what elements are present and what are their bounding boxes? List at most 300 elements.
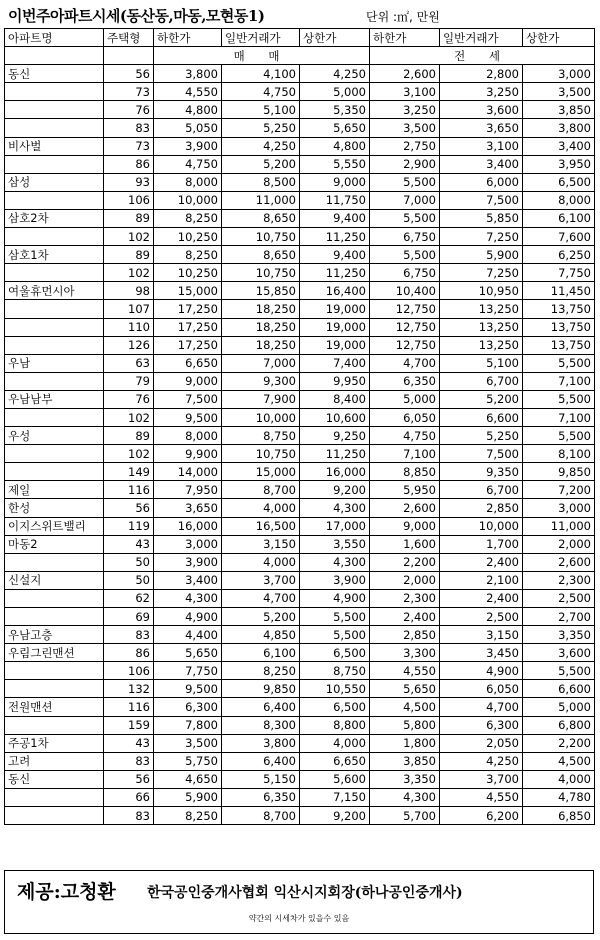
sale-high-cell: 6,500 — [300, 644, 370, 662]
jeonse-low-cell: 3,100 — [370, 83, 440, 101]
table-row — [5, 698, 595, 716]
table-row — [5, 770, 595, 788]
house-size-cell: 73 — [104, 137, 154, 155]
jeonse-low-cell: 2,850 — [370, 626, 440, 644]
sale-low-cell: 4,900 — [154, 608, 222, 626]
apt-name-cell — [5, 788, 104, 806]
sale-normal-cell: 16,500 — [222, 517, 300, 535]
apt-name-cell — [5, 463, 104, 481]
sale-high-cell: 19,000 — [300, 318, 370, 336]
apt-name-cell: 주공1차 — [5, 734, 104, 752]
table-row — [5, 716, 595, 734]
sale-high-cell: 9,400 — [300, 246, 370, 264]
sale-high-cell: 8,400 — [300, 390, 370, 408]
table-row — [5, 553, 595, 571]
jeonse-normal-cell: 2,400 — [440, 553, 523, 571]
sale-normal-cell: 4,850 — [222, 626, 300, 644]
sale-low-cell: 5,650 — [154, 644, 222, 662]
jeonse-high-cell: 3,400 — [523, 137, 595, 155]
sale-normal-cell: 4,000 — [222, 499, 300, 517]
sale-low-cell: 8,250 — [154, 246, 222, 264]
jeonse-normal-cell: 4,700 — [440, 698, 523, 716]
jeonse-low-cell: 5,800 — [370, 716, 440, 734]
jeonse-low-cell: 6,750 — [370, 228, 440, 246]
apt-name-cell — [5, 680, 104, 698]
sale-low-cell: 5,900 — [154, 788, 222, 806]
apt-name-cell — [5, 662, 104, 680]
sale-normal-cell: 4,000 — [222, 553, 300, 571]
apt-name-cell — [5, 336, 104, 354]
jeonse-normal-cell: 1,700 — [440, 535, 523, 553]
table-row — [5, 119, 595, 137]
jeonse-low-cell: 2,300 — [370, 589, 440, 607]
apt-name-cell — [5, 372, 104, 390]
sale-low-cell: 7,750 — [154, 662, 222, 680]
sale-low-cell: 4,650 — [154, 770, 222, 788]
section-row — [5, 47, 595, 65]
jeonse-normal-cell: 5,200 — [440, 390, 523, 408]
jeonse-low-cell: 2,000 — [370, 571, 440, 589]
sale-high-cell: 11,750 — [300, 191, 370, 209]
sale-high-cell: 11,250 — [300, 228, 370, 246]
apt-name-cell — [5, 445, 104, 463]
jeonse-normal-cell: 2,050 — [440, 734, 523, 752]
house-size-cell: 106 — [104, 662, 154, 680]
sale-low-cell: 3,400 — [154, 571, 222, 589]
sale-high-cell: 10,550 — [300, 680, 370, 698]
jeonse-low-cell: 4,500 — [370, 698, 440, 716]
sale-normal-cell: 8,750 — [222, 427, 300, 445]
jeonse-low-cell: 2,200 — [370, 553, 440, 571]
jeonse-high-cell: 9,850 — [523, 463, 595, 481]
house-size-cell: 106 — [104, 191, 154, 209]
jeonse-normal-cell: 5,100 — [440, 354, 523, 372]
sale-low-cell: 10,250 — [154, 264, 222, 282]
jeonse-normal-cell: 6,200 — [440, 807, 523, 825]
table-row — [5, 608, 595, 626]
sale-low-cell: 3,800 — [154, 65, 222, 83]
jeonse-low-cell: 2,600 — [370, 65, 440, 83]
house-size-cell: 86 — [104, 155, 154, 173]
jeonse-low-cell: 7,100 — [370, 445, 440, 463]
house-size-cell: 76 — [104, 390, 154, 408]
jeonse-normal-cell: 13,250 — [440, 318, 523, 336]
sale-high-cell: 9,250 — [300, 427, 370, 445]
house-size-cell: 83 — [104, 752, 154, 770]
sale-high-cell: 5,350 — [300, 101, 370, 119]
jeonse-normal-cell: 3,650 — [440, 119, 523, 137]
sale-normal-cell: 3,700 — [222, 571, 300, 589]
sale-normal-cell: 5,200 — [222, 155, 300, 173]
jeonse-normal-cell: 6,300 — [440, 716, 523, 734]
house-size-cell: 126 — [104, 336, 154, 354]
sale-normal-cell: 9,300 — [222, 372, 300, 390]
sale-low-cell: 5,050 — [154, 119, 222, 137]
jeonse-normal-cell: 6,700 — [440, 481, 523, 499]
sale-high-cell: 9,950 — [300, 372, 370, 390]
jeonse-low-cell: 7,000 — [370, 191, 440, 209]
house-size-cell: 63 — [104, 354, 154, 372]
sale-high-cell: 5,650 — [300, 119, 370, 137]
jeonse-high-cell: 13,750 — [523, 336, 595, 354]
sale-low-cell: 10,000 — [154, 191, 222, 209]
apt-name-cell — [5, 191, 104, 209]
sale-high-cell: 5,500 — [300, 626, 370, 644]
sale-normal-cell: 10,750 — [222, 445, 300, 463]
sale-low-cell: 15,000 — [154, 282, 222, 300]
apt-name-cell — [5, 228, 104, 246]
jeonse-low-cell: 3,500 — [370, 119, 440, 137]
sale-normal-cell: 8,250 — [222, 662, 300, 680]
sale-normal-cell: 18,250 — [222, 318, 300, 336]
jeonse-low-cell: 5,650 — [370, 680, 440, 698]
house-size-cell: 83 — [104, 807, 154, 825]
sale-normal-cell: 8,300 — [222, 716, 300, 734]
jeonse-high-cell: 7,100 — [523, 372, 595, 390]
apt-name-cell — [5, 300, 104, 318]
sale-high-cell: 16,400 — [300, 282, 370, 300]
house-size-cell: 102 — [104, 408, 154, 426]
jeonse-normal-cell: 4,550 — [440, 788, 523, 806]
sale-low-cell: 14,000 — [154, 463, 222, 481]
jeonse-high-cell: 2,500 — [523, 589, 595, 607]
sale-high-cell: 8,800 — [300, 716, 370, 734]
table-row — [5, 318, 595, 336]
table-row — [5, 390, 595, 408]
jeonse-low-cell: 5,500 — [370, 209, 440, 227]
jeonse-normal-cell: 2,500 — [440, 608, 523, 626]
jeonse-high-cell: 3,950 — [523, 155, 595, 173]
jeonse-normal-cell: 6,600 — [440, 408, 523, 426]
jeonse-low-cell: 5,500 — [370, 246, 440, 264]
sale-normal-cell: 10,750 — [222, 264, 300, 282]
apt-name-cell — [5, 608, 104, 626]
jeonse-low-cell: 3,350 — [370, 770, 440, 788]
table-row — [5, 228, 595, 246]
house-size-cell: 149 — [104, 463, 154, 481]
jeonse-high-cell: 6,250 — [523, 246, 595, 264]
sale-high-cell: 11,250 — [300, 445, 370, 463]
jeonse-high-cell: 3,000 — [523, 499, 595, 517]
jeonse-high-cell: 8,000 — [523, 191, 595, 209]
jeonse-high-cell: 6,800 — [523, 716, 595, 734]
table-row — [5, 137, 595, 155]
apt-name-cell: 고려 — [5, 752, 104, 770]
jeonse-high-cell: 5,500 — [523, 662, 595, 680]
house-size-cell: 98 — [104, 282, 154, 300]
jeonse-normal-cell: 6,000 — [440, 173, 523, 191]
sale-low-cell: 9,900 — [154, 445, 222, 463]
jeonse-low-cell: 10,400 — [370, 282, 440, 300]
jeonse-high-cell: 3,600 — [523, 644, 595, 662]
jeonse-low-cell: 5,500 — [370, 173, 440, 191]
jeonse-normal-cell: 5,850 — [440, 209, 523, 227]
sale-high-cell: 5,500 — [300, 608, 370, 626]
sale-normal-cell: 8,700 — [222, 807, 300, 825]
section-sale: 매 매 — [154, 47, 370, 65]
sale-normal-cell: 8,500 — [222, 173, 300, 191]
jeonse-low-cell: 5,700 — [370, 807, 440, 825]
jeonse-high-cell: 3,800 — [523, 119, 595, 137]
jeonse-normal-cell: 5,900 — [440, 246, 523, 264]
sale-normal-cell: 18,250 — [222, 336, 300, 354]
jeonse-normal-cell: 3,600 — [440, 101, 523, 119]
table-row — [5, 499, 595, 517]
jeonse-high-cell: 2,300 — [523, 571, 595, 589]
section-blank — [5, 47, 104, 65]
jeonse-high-cell: 5,500 — [523, 354, 595, 372]
sale-low-cell: 5,750 — [154, 752, 222, 770]
sale-normal-cell: 8,650 — [222, 246, 300, 264]
jeonse-low-cell: 3,300 — [370, 644, 440, 662]
apt-name-cell: 이지스위트밸리 — [5, 517, 104, 535]
house-size-cell: 132 — [104, 680, 154, 698]
jeonse-high-cell: 6,500 — [523, 173, 595, 191]
table-row — [5, 209, 595, 227]
jeonse-high-cell: 3,350 — [523, 626, 595, 644]
table-row — [5, 734, 595, 752]
jeonse-low-cell: 8,850 — [370, 463, 440, 481]
page-title: 이번주아파트시세(동산동,마동,모현동1) — [8, 7, 265, 25]
jeonse-normal-cell: 3,700 — [440, 770, 523, 788]
jeonse-high-cell: 7,100 — [523, 408, 595, 426]
apt-name-cell: 여울휴먼시아 — [5, 282, 104, 300]
sale-low-cell: 8,250 — [154, 209, 222, 227]
jeonse-low-cell: 3,250 — [370, 101, 440, 119]
jeonse-low-cell: 2,900 — [370, 155, 440, 173]
jeonse-normal-cell: 6,050 — [440, 680, 523, 698]
sale-low-cell: 3,000 — [154, 535, 222, 553]
jeonse-normal-cell: 2,800 — [440, 65, 523, 83]
house-size-cell: 102 — [104, 264, 154, 282]
sale-high-cell: 3,550 — [300, 535, 370, 553]
sale-high-cell: 3,900 — [300, 571, 370, 589]
house-size-cell: 43 — [104, 734, 154, 752]
sale-low-cell: 17,250 — [154, 336, 222, 354]
table-row — [5, 372, 595, 390]
sale-normal-cell: 6,400 — [222, 752, 300, 770]
apt-name-cell: 한성 — [5, 499, 104, 517]
jeonse-normal-cell: 3,150 — [440, 626, 523, 644]
house-size-cell: 93 — [104, 173, 154, 191]
house-size-cell: 76 — [104, 101, 154, 119]
table-row — [5, 807, 595, 825]
sale-low-cell: 9,000 — [154, 372, 222, 390]
apt-name-cell — [5, 119, 104, 137]
sale-normal-cell: 10,750 — [222, 228, 300, 246]
house-size-cell: 110 — [104, 318, 154, 336]
sale-high-cell: 4,300 — [300, 553, 370, 571]
col-header-sale-low: 하한가 — [154, 29, 222, 47]
jeonse-high-cell: 5,500 — [523, 390, 595, 408]
sale-normal-cell: 4,100 — [222, 65, 300, 83]
jeonse-high-cell: 7,600 — [523, 228, 595, 246]
sale-normal-cell: 4,750 — [222, 83, 300, 101]
apt-name-cell: 우성 — [5, 427, 104, 445]
jeonse-high-cell: 3,000 — [523, 65, 595, 83]
sale-high-cell: 5,600 — [300, 770, 370, 788]
jeonse-low-cell: 2,750 — [370, 137, 440, 155]
apt-name-cell: 우남 — [5, 354, 104, 372]
sale-low-cell: 4,750 — [154, 155, 222, 173]
table-row — [5, 680, 595, 698]
table-row — [5, 300, 595, 318]
jeonse-high-cell: 11,450 — [523, 282, 595, 300]
table-row — [5, 336, 595, 354]
unit-label: 단위 :㎡, 만원 — [366, 10, 440, 24]
house-size-cell: 43 — [104, 535, 154, 553]
table-row — [5, 571, 595, 589]
jeonse-high-cell: 8,100 — [523, 445, 595, 463]
header-row — [5, 29, 595, 47]
house-size-cell: 69 — [104, 608, 154, 626]
house-size-cell: 79 — [104, 372, 154, 390]
sale-high-cell: 5,000 — [300, 83, 370, 101]
jeonse-high-cell: 11,000 — [523, 517, 595, 535]
table-row — [5, 155, 595, 173]
sale-normal-cell: 6,400 — [222, 698, 300, 716]
sale-low-cell: 9,500 — [154, 408, 222, 426]
house-size-cell: 89 — [104, 209, 154, 227]
col-header-sale-normal: 일반거래가 — [222, 29, 300, 47]
house-size-cell: 56 — [104, 65, 154, 83]
apt-name-cell: 우남고층 — [5, 626, 104, 644]
sale-normal-cell: 3,150 — [222, 535, 300, 553]
jeonse-normal-cell: 4,250 — [440, 752, 523, 770]
table-row — [5, 752, 595, 770]
house-size-cell: 159 — [104, 716, 154, 734]
sale-high-cell: 10,600 — [300, 408, 370, 426]
provider-label: 제공:고청환 — [17, 881, 116, 903]
sale-high-cell: 11,250 — [300, 264, 370, 282]
house-size-cell: 50 — [104, 571, 154, 589]
sale-high-cell: 4,000 — [300, 734, 370, 752]
sale-low-cell: 4,800 — [154, 101, 222, 119]
sale-low-cell: 3,650 — [154, 499, 222, 517]
house-size-cell: 102 — [104, 228, 154, 246]
house-size-cell: 119 — [104, 517, 154, 535]
jeonse-normal-cell: 10,950 — [440, 282, 523, 300]
jeonse-low-cell: 9,000 — [370, 517, 440, 535]
sale-high-cell: 19,000 — [300, 336, 370, 354]
house-size-cell: 116 — [104, 698, 154, 716]
house-size-cell: 89 — [104, 427, 154, 445]
apt-name-cell — [5, 83, 104, 101]
apt-name-cell — [5, 807, 104, 825]
sale-low-cell: 9,500 — [154, 680, 222, 698]
col-header-jeonse-normal: 일반거래가 — [440, 29, 523, 47]
jeonse-low-cell: 1,800 — [370, 734, 440, 752]
sale-normal-cell: 5,250 — [222, 119, 300, 137]
apt-name-cell — [5, 155, 104, 173]
table-row — [5, 83, 595, 101]
table-row — [5, 481, 595, 499]
apt-name-cell: 삼성 — [5, 173, 104, 191]
jeonse-low-cell: 2,600 — [370, 499, 440, 517]
sale-high-cell: 19,000 — [300, 300, 370, 318]
jeonse-normal-cell: 3,100 — [440, 137, 523, 155]
apt-name-cell: 삼호1차 — [5, 246, 104, 264]
table-row — [5, 264, 595, 282]
sale-normal-cell: 10,000 — [222, 408, 300, 426]
jeonse-normal-cell: 13,250 — [440, 300, 523, 318]
table-row — [5, 427, 595, 445]
table-row — [5, 535, 595, 553]
sale-normal-cell: 7,000 — [222, 354, 300, 372]
sale-low-cell: 4,300 — [154, 589, 222, 607]
sale-high-cell: 7,150 — [300, 788, 370, 806]
sale-low-cell: 3,900 — [154, 553, 222, 571]
jeonse-low-cell: 5,000 — [370, 390, 440, 408]
table-row — [5, 282, 595, 300]
table-row — [5, 354, 595, 372]
apt-name-cell: 마동2 — [5, 535, 104, 553]
sale-normal-cell: 5,100 — [222, 101, 300, 119]
house-size-cell: 73 — [104, 83, 154, 101]
sale-low-cell: 10,250 — [154, 228, 222, 246]
sale-normal-cell: 5,150 — [222, 770, 300, 788]
house-size-cell: 83 — [104, 119, 154, 137]
sale-low-cell: 6,300 — [154, 698, 222, 716]
sale-high-cell: 6,500 — [300, 698, 370, 716]
table-row — [5, 408, 595, 426]
col-header-jeonse-low: 하한가 — [370, 29, 440, 47]
jeonse-normal-cell: 4,900 — [440, 662, 523, 680]
jeonse-low-cell: 4,300 — [370, 788, 440, 806]
footer — [4, 870, 594, 934]
sale-normal-cell: 8,650 — [222, 209, 300, 227]
jeonse-high-cell: 4,000 — [523, 770, 595, 788]
sale-low-cell: 7,950 — [154, 481, 222, 499]
sale-high-cell: 4,300 — [300, 499, 370, 517]
sale-normal-cell: 4,700 — [222, 589, 300, 607]
sale-normal-cell: 11,000 — [222, 191, 300, 209]
jeonse-high-cell: 4,780 — [523, 788, 595, 806]
section-jeonse: 전 세 — [370, 47, 595, 65]
apt-name-cell: 동신 — [5, 770, 104, 788]
jeonse-low-cell: 12,750 — [370, 300, 440, 318]
house-size-cell: 50 — [104, 553, 154, 571]
table-row — [5, 788, 595, 806]
jeonse-normal-cell: 6,700 — [440, 372, 523, 390]
sale-high-cell: 9,400 — [300, 209, 370, 227]
house-size-cell: 56 — [104, 770, 154, 788]
jeonse-normal-cell: 2,850 — [440, 499, 523, 517]
jeonse-normal-cell: 13,250 — [440, 336, 523, 354]
jeonse-normal-cell: 2,100 — [440, 571, 523, 589]
sale-normal-cell: 3,800 — [222, 734, 300, 752]
table-row — [5, 65, 595, 83]
sale-normal-cell: 6,350 — [222, 788, 300, 806]
sale-low-cell: 8,000 — [154, 173, 222, 191]
apt-name-cell — [5, 101, 104, 119]
sale-normal-cell: 15,850 — [222, 282, 300, 300]
house-size-cell: 86 — [104, 644, 154, 662]
house-size-cell: 102 — [104, 445, 154, 463]
table-row — [5, 463, 595, 481]
jeonse-low-cell: 12,750 — [370, 336, 440, 354]
apt-name-cell — [5, 553, 104, 571]
jeonse-low-cell: 5,950 — [370, 481, 440, 499]
jeonse-high-cell: 7,750 — [523, 264, 595, 282]
sale-low-cell: 7,800 — [154, 716, 222, 734]
jeonse-high-cell: 6,600 — [523, 680, 595, 698]
sale-low-cell: 16,000 — [154, 517, 222, 535]
sale-low-cell: 4,550 — [154, 83, 222, 101]
jeonse-normal-cell: 7,500 — [440, 191, 523, 209]
sale-low-cell: 6,650 — [154, 354, 222, 372]
sale-normal-cell: 4,250 — [222, 137, 300, 155]
